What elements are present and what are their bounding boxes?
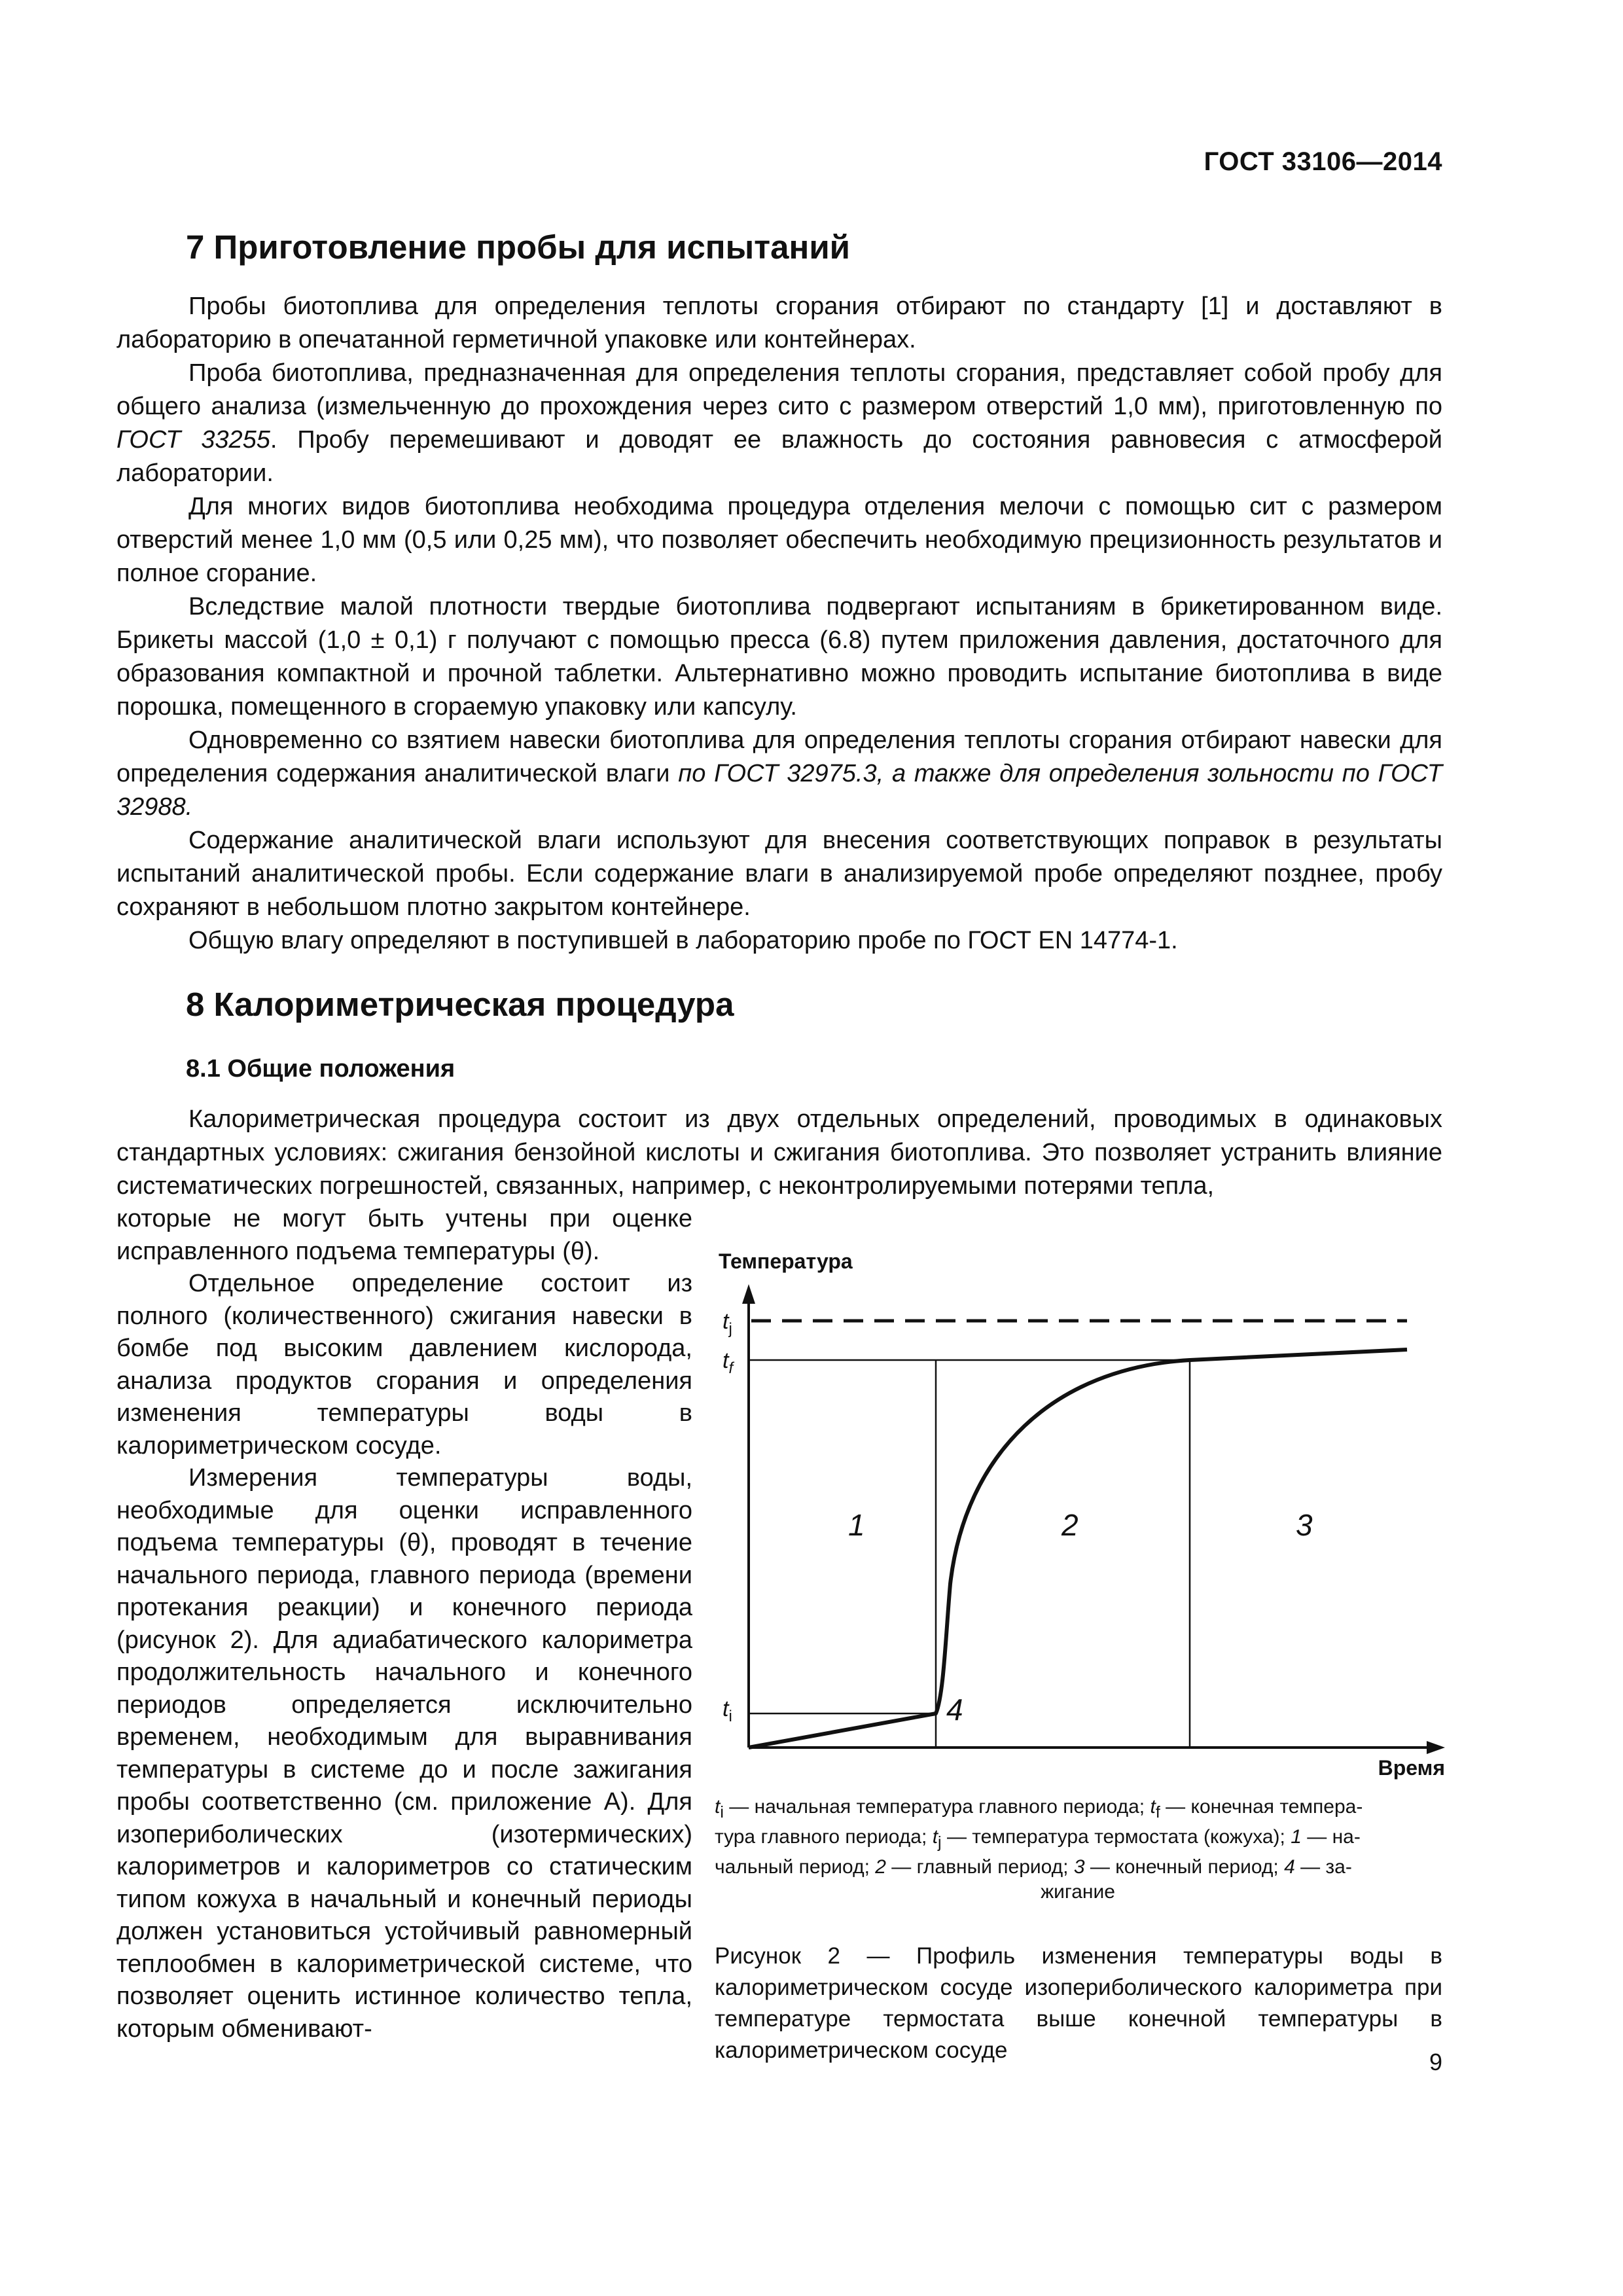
section-8-1-intro xyxy=(116,1103,1442,1203)
tf-label: $t_f$ xyxy=(722,1348,734,1377)
region-label-ignition: 4 xyxy=(946,1693,963,1727)
section-7-paragraph-2: Проба биотоплива, предназначенная для определения теплоты сгорания, представляет собой пробу для общего анализа (измельченную до прохождения через сито с размером отверстий 1,0 мм), приготовленную по ГОСТ 33255. Пробу перемешивают и доводят ее влажность до состояния равновесия с атмосферой лаборатории. xyxy=(116,359,1442,487)
temperature-curve xyxy=(749,1350,1407,1748)
figure-legend-line-3: чальный период; 2 — главный период; 3 — конечный период; 4 — за- xyxy=(715,1856,1352,1878)
page-number: 9 xyxy=(1429,2049,1442,2075)
figure-legend xyxy=(715,1795,1441,1905)
region-label-final-period: 3 xyxy=(1296,1508,1313,1542)
section-7-paragraph-4: Вследствие малой плотности твердые биотоплива подвергают испытаниям в брикетированном виде. Брикеты массой (1,0 ± 0,1) г получают с помощью пресса (6.8) путем приложения давления, достаточного для образования компактной и прочной таблетки. Альтернативно можно проводить испытание биотоплива в виде порошка, помещенного в сгораемую упаковку или капсулу. xyxy=(116,593,1442,721)
section-8-1-paragraph-1: Калориметрическая процедура состоит из двух отдельных определений, проводимых в одинаковых стандартных условиях: сжигания бензойной кислоты и сжигания биотоплива. Это позволяет устранить влияние систематических погрешностей, связанных, например, с неконтролируемыми потерями тепла, xyxy=(116,1105,1442,1200)
temperature-profile-diagram xyxy=(713,1244,1446,1780)
figure-legend-line-1: $t_i$ — начальная температура главного периода; $t_f$ — конечная темпера- xyxy=(715,1796,1363,1821)
section-7-body xyxy=(116,290,1442,958)
section-7-paragraph-3: Для многих видов биотоплива необходима процедура отделения мелочи с помощью сит с размером отверстий менее 1,0 мм (0,5 или 0,25 мм), что позволяет обеспечить необходимую прецизионность результатов и полное сгорание. xyxy=(116,493,1442,587)
section-7-title: 7 Приготовление пробы для испытаний xyxy=(186,228,851,266)
tj-label: $t_j$ xyxy=(722,1309,732,1338)
section-7-paragraph-7: Общую влагу определяют в поступившей в лабораторию пробе по ГОСТ EN 14774-1. xyxy=(188,927,1178,954)
subsection-8-1-title: 8.1 Общие положения xyxy=(186,1055,455,1083)
figure-legend-line-2: тура главного периода; $t_j$ — температура термостата (кожуха); 1 — на- xyxy=(715,1826,1361,1852)
section-7-paragraph-5: Одновременно со взятием навески биотоплива для определения теплоты сгорания отбирают навески для определения содержания аналитической влаги по ГОСТ 32975.3, а также для определения зольности по ГОСТ 32988. xyxy=(116,726,1442,821)
figure-caption: Рисунок 2 — Профиль изменения температуры воды в калориметрическом сосуде изопериболического калориметра при температуре термостата выше конечной температуры в калориметрическом сосуде xyxy=(715,1943,1442,2063)
figure-2 xyxy=(713,1244,1446,1780)
gost-reference: по ГОСТ 32975.3, а также для определения зольности по ГОСТ 32988. xyxy=(116,760,1442,821)
x-axis-label: Время xyxy=(1378,1756,1445,1780)
gost-reference: ГОСТ 33255 xyxy=(116,426,270,454)
column-paragraph-3: Измерения температуры воды, необходимые для оценки исправленного подъема температуры (θ), проводят в течение начального периода, главного периода (времени протекания реакции) и конечного периода (рисунок 2). Для адиабатического калориметра продолжительность начального и конечного периодов определяется исключительно временем, необходимым для выравнивания температуры в системе до и после зажигания пробы соответственно (см. приложение А). Для изопериболических (изотермических) калориметров и калориметров со статическим типом кожуха в начальный и конечный периоды должен установиться устойчивый равномерный теплообмен в калориметрической системе, что позволяет оценить истинное количество тепла, которым обменивают- xyxy=(116,1464,692,2043)
ti-label: $t_i$ xyxy=(722,1696,732,1725)
standard-header: ГОСТ 33106—2014 xyxy=(1204,147,1442,176)
region-label-initial-period: 1 xyxy=(848,1508,865,1542)
section-8-title: 8 Калориметрическая процедура xyxy=(186,986,734,1023)
figure-legend-line-4: жигание xyxy=(1041,1881,1115,1903)
section-7-paragraph-6: Содержание аналитической влаги используют для внесения соответствующих поправок в результаты испытаний аналитической пробы. Если содержание влаги в анализируемой пробе определяют позднее, пробу сохраняют в небольшом плотно закрытом контейнере. xyxy=(116,827,1442,921)
y-axis-label: Температура xyxy=(719,1249,853,1273)
x-axis-arrow xyxy=(1427,1741,1445,1754)
column-paragraph-1: которые не могут быть учтены при оценке исправленного подъема температуры (θ). xyxy=(116,1205,692,1265)
region-label-main-period: 2 xyxy=(1061,1508,1079,1542)
section-8-1-column-text xyxy=(116,1203,692,2045)
y-axis-arrow xyxy=(742,1284,755,1304)
section-7-paragraph-1: Пробы биотоплива для определения теплоты сгорания отбирают по стандарту [1] и доставляют в лабораторию в опечатанной герметичной упаковке или контейнерах. xyxy=(116,293,1442,353)
column-paragraph-2: Отдельное определение состоит из полного (количественного) сжигания навески в бомбе под высоким давлением кислорода, анализа продуктов сгорания и определения изменения температуры воды в калориметрическом сосуде. xyxy=(116,1270,692,1460)
